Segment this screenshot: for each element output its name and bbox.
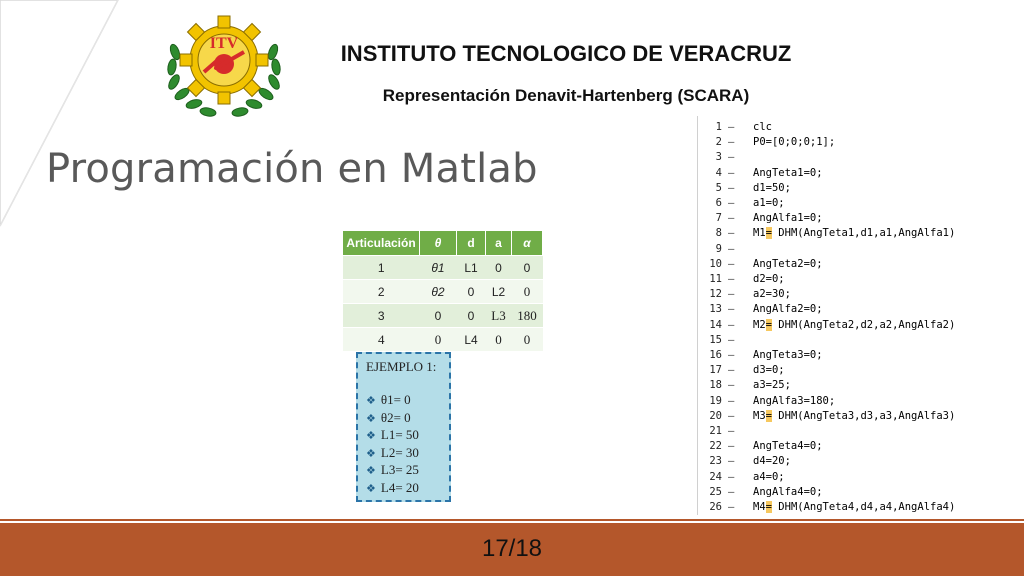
code-text: M2= DHM(AngTeta2,d2,a2,AngAlfa2): [753, 318, 956, 331]
code-line[interactable]: [698, 272, 977, 287]
line-marker: —: [728, 349, 735, 361]
code-text: AngAlfa2=0;: [753, 303, 823, 316]
table-row: [343, 256, 543, 280]
code-line[interactable]: [698, 287, 977, 302]
diamond-bullet-icon: ❖: [366, 412, 376, 425]
line-marker: —: [728, 333, 735, 346]
line-number: 3: [715, 151, 722, 164]
code-line[interactable]: [698, 257, 977, 272]
code-text: M1= DHM(AngTeta1,d1,a1,AngAlfa1): [753, 227, 956, 240]
code-text: P0=[0;0;0;1];: [753, 136, 836, 149]
table-cell: 0: [420, 328, 457, 352]
code-text: d1=50;: [753, 181, 791, 194]
slide-subtitle: Representación Denavit-Hartenberg (SCARA): [382, 86, 750, 105]
table-cell: 0: [420, 304, 457, 328]
code-text: d2=0;: [753, 273, 785, 285]
dh-parameter-table: [343, 231, 543, 351]
code-text: a4=0;: [753, 470, 785, 483]
line-number: 10: [709, 257, 722, 270]
table-row: [343, 328, 543, 352]
code-line[interactable]: [698, 363, 977, 378]
code-line[interactable]: [698, 454, 977, 469]
line-marker: —: [728, 151, 735, 164]
code-text: a3=25;: [753, 379, 791, 392]
line-marker: —: [728, 425, 735, 437]
table-row: [343, 280, 543, 304]
line-number: 17: [709, 364, 722, 377]
line-marker: —: [728, 455, 735, 468]
code-text: a1=0;: [753, 197, 785, 209]
page-title: Programación en Matlab: [46, 146, 538, 192]
code-text: AngAlfa4=0;: [753, 485, 823, 498]
table-cell: 2: [343, 280, 420, 304]
code-line[interactable]: [698, 242, 977, 257]
diamond-bullet-icon: ❖: [366, 465, 376, 477]
code-line[interactable]: [698, 439, 977, 454]
table-cell: 0: [512, 256, 543, 280]
table-cell: L4: [457, 328, 486, 352]
code-text: AngAlfa1=0;: [753, 212, 823, 225]
code-line[interactable]: [698, 135, 977, 150]
line-marker: —: [728, 288, 735, 301]
code-line[interactable]: [698, 470, 977, 485]
table-cell: 1: [343, 256, 420, 280]
table-cell: 0: [486, 328, 512, 352]
line-number: 26: [709, 501, 722, 513]
line-marker: —: [728, 485, 735, 498]
line-number: 7: [715, 212, 722, 225]
table-cell: L1: [457, 256, 486, 280]
footer-bar: [0, 523, 1024, 576]
line-number: 23: [709, 455, 722, 468]
line-number: 11: [709, 273, 722, 285]
code-line[interactable]: [698, 333, 977, 348]
equals-highlight: =: [765, 501, 772, 513]
svg-text:ITV: ITV: [209, 35, 239, 52]
header-d: d: [457, 231, 486, 256]
code-text: d3=0;: [753, 364, 785, 377]
table-cell: 0: [512, 280, 543, 304]
line-marker: —: [728, 470, 735, 483]
code-text: M3= DHM(AngTeta3,d3,a3,AngAlfa3): [753, 409, 956, 422]
line-marker: —: [728, 273, 735, 285]
table-cell: 3: [343, 304, 420, 328]
line-marker: —: [728, 242, 735, 255]
table-cell: θ2: [420, 280, 457, 304]
list-item: ❖ θ1= 0: [366, 392, 411, 407]
table-cell: 0: [486, 256, 512, 280]
list-item: ❖ θ2= 0: [366, 409, 411, 425]
code-text: AngTeta4=0;: [753, 440, 823, 453]
code-line[interactable]: [698, 500, 977, 515]
line-number: 16: [709, 349, 722, 361]
line-marker: —: [728, 379, 735, 392]
line-number: 13: [709, 303, 722, 316]
line-marker: —: [728, 121, 735, 133]
list-item: ❖ L1= 50: [366, 427, 419, 442]
line-number: 20: [709, 409, 722, 422]
code-line[interactable]: [698, 226, 977, 241]
example-box: [356, 352, 451, 502]
line-number: 25: [709, 485, 722, 498]
line-number: 9: [715, 242, 722, 255]
code-line[interactable]: [698, 150, 977, 165]
code-text: d4=20;: [753, 455, 791, 468]
line-number: 2: [715, 136, 722, 149]
line-number: 24: [709, 470, 722, 483]
line-marker: —: [728, 318, 735, 331]
code-line[interactable]: [698, 318, 977, 333]
code-text: AngAlfa3=180;: [753, 394, 836, 407]
line-number: 1: [715, 121, 722, 133]
example-title: EJEMPLO 1:: [366, 359, 437, 374]
line-marker: —: [728, 227, 735, 240]
code-line[interactable]: [698, 394, 977, 409]
line-number: 6: [715, 197, 722, 209]
code-line[interactable]: [698, 378, 977, 393]
footer-divider: [0, 519, 1024, 521]
table-header-row: [343, 231, 543, 256]
code-line[interactable]: [698, 348, 977, 363]
line-marker: —: [728, 197, 735, 209]
code-line[interactable]: [698, 409, 977, 424]
example-list: [366, 392, 419, 497]
diamond-bullet-icon: ❖: [366, 447, 376, 460]
code-text: a2=30;: [753, 288, 791, 301]
code-line[interactable]: [698, 485, 977, 500]
table-cell: 0: [457, 280, 486, 304]
line-number: 19: [709, 394, 722, 407]
diamond-bullet-icon: ❖: [366, 430, 376, 442]
line-marker: —: [728, 440, 735, 453]
header-theta: θ: [420, 231, 457, 256]
line-number: 18: [709, 379, 722, 392]
table-cell: L2: [486, 280, 512, 304]
list-item: ❖ L4= 20: [366, 479, 419, 495]
code-text: AngTeta3=0;: [753, 349, 823, 361]
line-marker: —: [728, 212, 735, 225]
code-line[interactable]: [698, 302, 977, 317]
code-text: clc: [753, 121, 772, 133]
itv-logo-icon: [160, 12, 288, 124]
line-marker: —: [728, 166, 735, 179]
institution-title: INSTITUTO TECNOLOGICO DE VERACRUZ: [340, 41, 792, 66]
code-text: M4= DHM(AngTeta4,d4,a4,AngAlfa4): [753, 501, 956, 513]
line-number: 21: [709, 425, 722, 437]
code-line[interactable]: [698, 211, 977, 226]
table-cell: 180: [512, 304, 543, 328]
list-item: ❖ L3= 25: [366, 462, 419, 477]
line-marker: —: [728, 501, 735, 513]
page-number: 17/18: [481, 535, 543, 562]
code-line[interactable]: [698, 196, 977, 211]
line-marker: —: [728, 257, 735, 270]
line-marker: —: [728, 136, 735, 149]
line-number: 22: [709, 440, 722, 453]
code-text: AngTeta1=0;: [753, 166, 823, 179]
table-cell: θ1: [420, 256, 457, 280]
table-cell: L3: [486, 304, 512, 328]
line-marker: —: [728, 409, 735, 422]
equals-highlight: =: [765, 318, 772, 331]
line-marker: —: [728, 181, 735, 194]
line-number: 5: [715, 181, 722, 194]
table-cell: 0: [512, 328, 543, 352]
table-cell: 0: [457, 304, 486, 328]
line-number: 14: [709, 318, 722, 331]
line-marker: —: [728, 364, 735, 377]
matlab-code-editor[interactable]: [697, 116, 977, 515]
equals-highlight: =: [765, 409, 772, 422]
diamond-bullet-icon: ❖: [366, 482, 376, 495]
header-alpha: α: [512, 231, 543, 256]
line-marker: —: [728, 303, 735, 316]
line-number: 15: [709, 333, 722, 346]
line-number: 12: [709, 288, 722, 301]
header-a: a: [486, 231, 512, 256]
line-number: 8: [715, 227, 722, 240]
code-line[interactable]: [698, 166, 977, 181]
equals-highlight: =: [765, 227, 772, 240]
corner-decoration: [0, 0, 120, 230]
line-marker: —: [728, 394, 735, 407]
header-joint: Articulación: [343, 231, 420, 256]
table-row: [343, 304, 543, 328]
diamond-bullet-icon: ❖: [366, 395, 376, 407]
code-text: AngTeta2=0;: [753, 257, 823, 270]
code-line[interactable]: [698, 181, 977, 196]
line-number: 4: [715, 166, 722, 179]
table-cell: 4: [343, 328, 420, 352]
code-line[interactable]: [698, 424, 977, 439]
list-item: ❖ L2= 30: [366, 444, 419, 460]
code-line[interactable]: [698, 120, 977, 135]
